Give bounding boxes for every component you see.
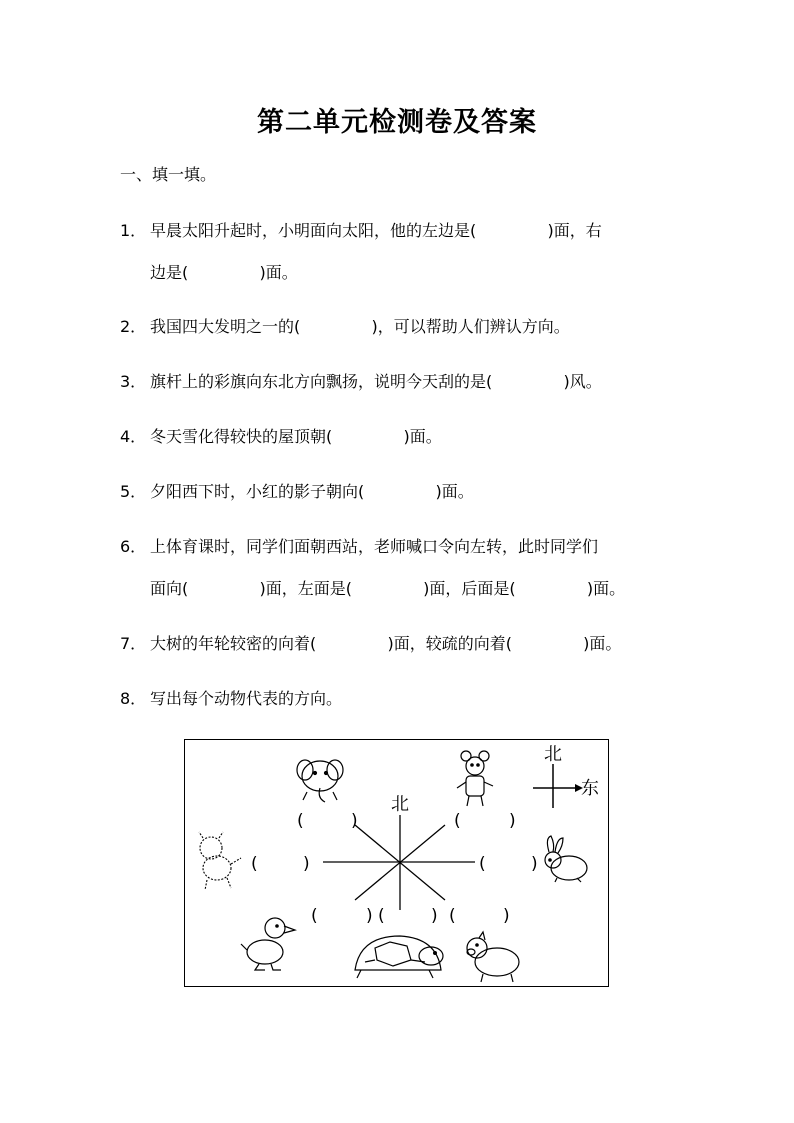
compass-east-label: 东 (581, 778, 599, 799)
answer-blank-ne[interactable] (454, 811, 516, 831)
question-1 (120, 218, 602, 241)
question-number: 4． (120, 427, 147, 446)
question-number: 5． (120, 482, 147, 501)
pig-icon (467, 932, 519, 982)
answer-blank-s[interactable] (378, 906, 438, 926)
svg-text:(: ( (378, 906, 385, 926)
question-6 (120, 534, 598, 557)
answer-blank-se[interactable] (449, 906, 510, 926)
question-text: 旗杆上的彩旗向东北方向飘扬，说明今天刮的是( )风。 (150, 372, 602, 391)
question-number: 6． (120, 537, 147, 556)
section-heading: 一、填一填。 (120, 165, 217, 184)
question-3 (120, 369, 602, 392)
question-text: 夕阳西下时，小红的影子朝向( )面。 (150, 482, 474, 501)
dog-icon (199, 832, 241, 890)
question-8 (120, 686, 342, 709)
svg-text:(: ( (449, 906, 456, 926)
svg-text:(: ( (297, 811, 304, 831)
svg-text:(: ( (454, 811, 461, 831)
svg-text:): ) (366, 906, 373, 926)
question-6-continued: 面向( )面，左面是( )面，后面是( )面。 (150, 579, 626, 598)
rabbit-icon (545, 836, 587, 882)
answer-blank-sw[interactable] (311, 906, 373, 926)
question-number: 2． (120, 317, 147, 336)
svg-text:(: ( (479, 854, 486, 874)
svg-text:): ) (351, 811, 358, 831)
question-5 (120, 479, 474, 502)
question-text: 上体育课时，同学们面朝西站，老师喊口令向左转，此时同学们 (150, 537, 599, 556)
duck-icon (241, 918, 295, 970)
answer-blank-e[interactable] (479, 854, 538, 874)
compass-north-label: 北 (544, 744, 562, 765)
question-2 (120, 314, 570, 337)
question-text: 写出每个动物代表的方向。 (150, 689, 343, 708)
turtle-icon (355, 936, 443, 978)
question-number: 7． (120, 634, 147, 653)
question-4 (120, 424, 442, 447)
question-number: 3． (120, 372, 147, 391)
star-north-label: 北 (391, 794, 409, 815)
mouse-icon (457, 751, 493, 806)
svg-text:): ) (503, 906, 510, 926)
question-7 (120, 631, 621, 654)
question-number: 1． (120, 221, 147, 240)
question-text: 早晨太阳升起时，小明面向太阳，他的左边是( )面，右 (150, 221, 602, 240)
answer-blank-w[interactable] (251, 854, 310, 874)
question-text: 大树的年轮较密的向着( )面，较疏的向着( )面。 (150, 634, 622, 653)
svg-text:): ) (431, 906, 438, 926)
direction-diagram (184, 739, 609, 987)
svg-text:): ) (509, 811, 516, 831)
question-text: 冬天雪化得较快的屋顶朝( )面。 (150, 427, 442, 446)
svg-text:): ) (303, 854, 310, 874)
answer-blank-nw[interactable] (297, 811, 358, 831)
svg-text:(: ( (251, 854, 258, 874)
svg-text:): ) (531, 854, 538, 874)
direction-star (323, 815, 475, 910)
diagram-canvas (185, 740, 610, 988)
question-text: 我国四大发明之一的( )，可以帮助人们辨认方向。 (150, 317, 570, 336)
elephant-icon (297, 760, 343, 802)
compass-icon (533, 764, 583, 808)
question-1-continued: 边是( )面。 (150, 263, 298, 282)
svg-text:(: ( (311, 906, 318, 926)
question-number: 8． (120, 689, 147, 708)
page-title: 第二单元检测卷及答案 (257, 107, 537, 138)
